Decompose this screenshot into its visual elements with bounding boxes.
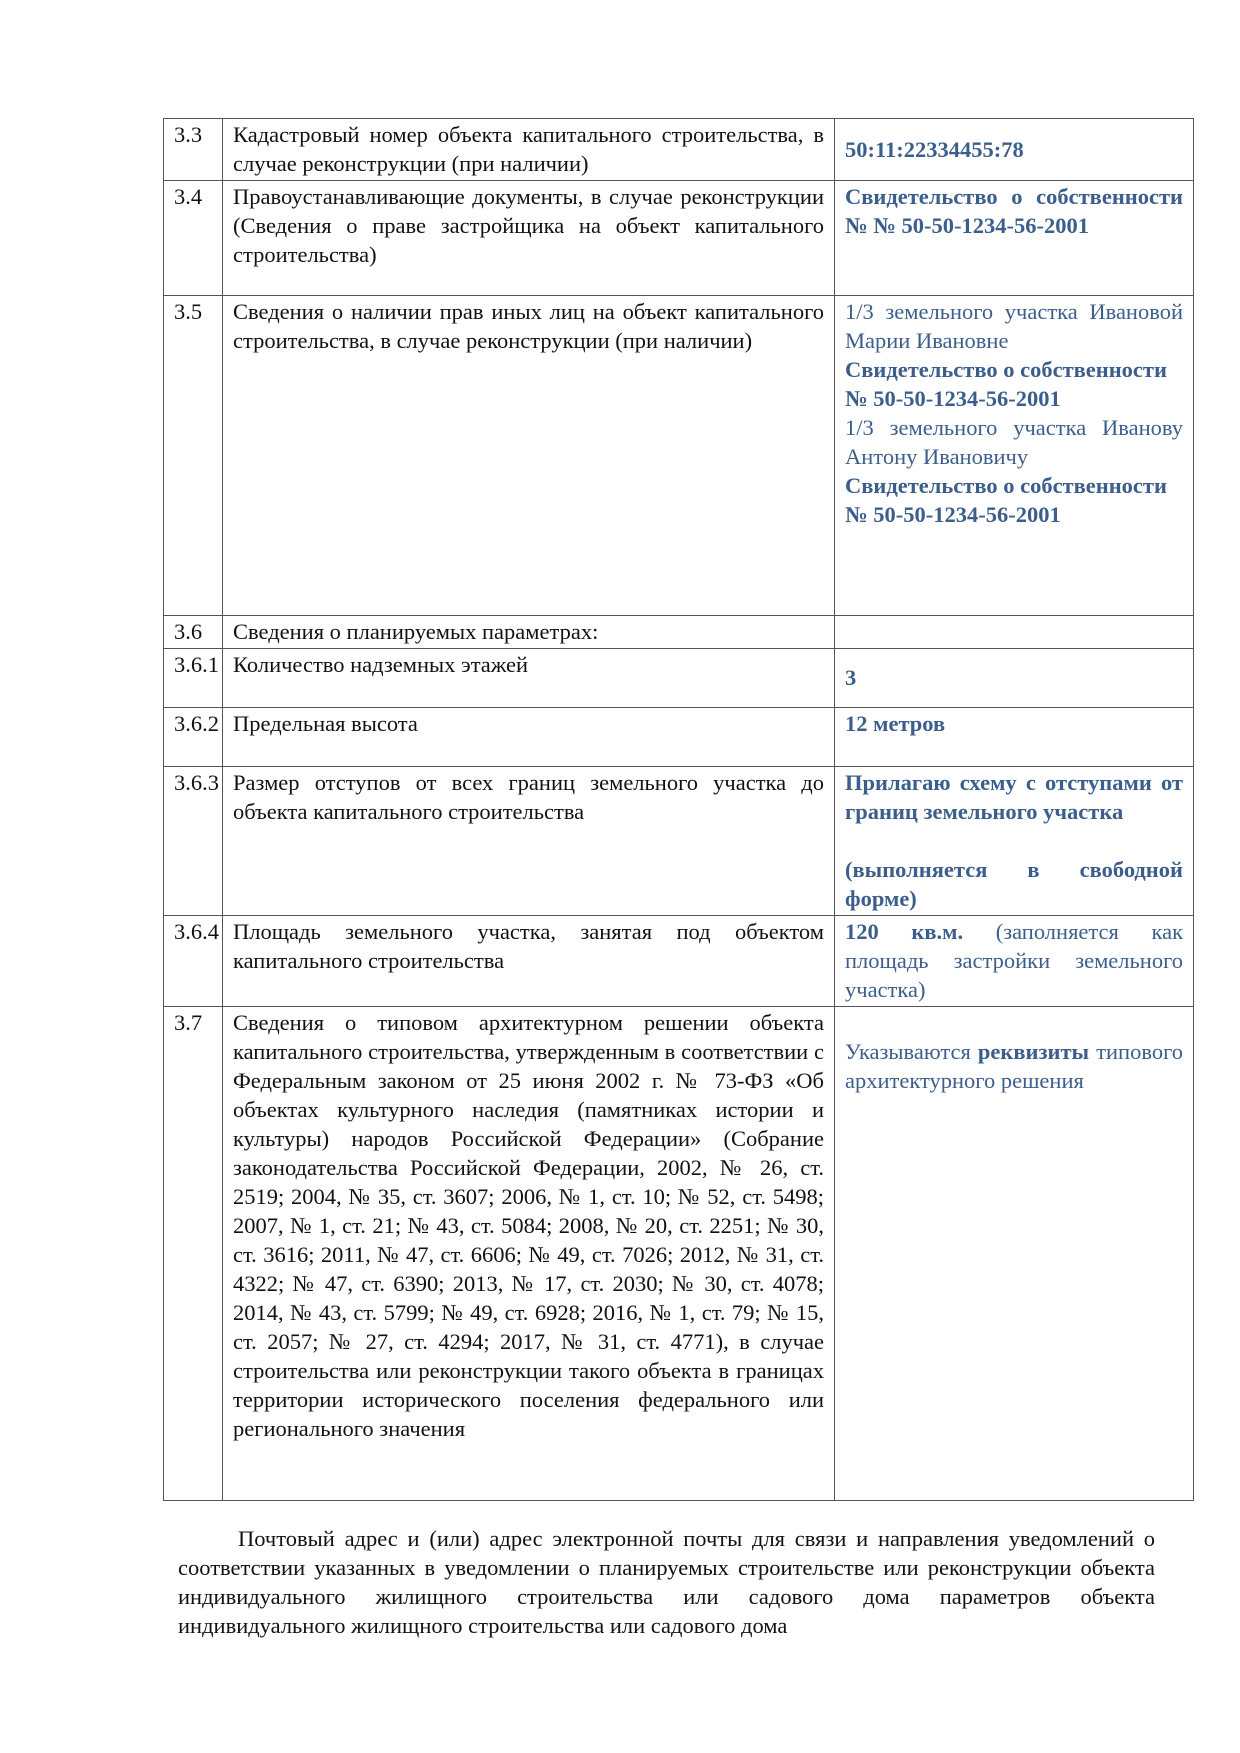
row-label: Правоустанавливающие документы, в случае реконструкции (Сведения о праве застройщика на объект капитального строительства) [223,181,835,296]
row-number: 3.6.3 [164,767,223,916]
arch-prefix: Указываются [845,1039,971,1064]
table-row [164,1007,1194,1501]
row-number: 3.3 [164,119,223,181]
architectural-solution-value [835,1007,1194,1501]
max-height: 12 метров [845,711,946,736]
row-label: Предельная высота [223,708,835,767]
cadastral-number: 50:11:22334455:78 [845,136,1024,162]
cadastral-number-value [835,119,1194,181]
row-label: Площадь земельного участка, занятая под объектом капитального строительства [223,916,835,1007]
built-area-note: (заполняется как площадь застройки земельного участка) [845,919,1183,1002]
setbacks-free-form-note: (выполняется в свободной форме) [845,857,1183,911]
floors-count: 3 [845,665,857,690]
row-label: Сведения о планируемых параметрах: [223,616,835,649]
ownership-certificate: Свидетельство о собственности № № 50-50-1234-56-2001 [845,184,1183,238]
owner2-share: 1/3 земельного участка Иванову Антону Ивановичу [845,415,1183,469]
table-row [164,181,1194,296]
owner1-certificate: Свидетельство о собственности [845,357,1167,382]
arch-requisites: реквизиты [977,1039,1090,1064]
spacer [845,826,1183,855]
built-area: 120 кв.м. [845,919,964,944]
table-row [164,649,1194,708]
table-row [164,296,1194,616]
row-number: 3.6 [164,616,223,649]
row-number: 3.6.4 [164,916,223,1007]
owner1-share: 1/3 земельного участка Ивановой Марии Ивановне [845,299,1183,353]
table-row [164,767,1194,916]
row-number: 3.7 [164,1007,223,1501]
owner2-certificate-number: № 50-50-1234-56-2001 [845,502,1061,527]
row-number: 3.6.2 [164,708,223,767]
row-label: Размер отступов от всех границ земельного участка до объекта капитального строительства [223,767,835,916]
max-height-value [835,708,1194,767]
table-row [164,916,1194,1007]
owner2-certificate: Свидетельство о собственности [845,473,1167,498]
table-row [164,708,1194,767]
setbacks-scheme-note: Прилагаю схему с отступами от границ земельного участка [845,770,1183,824]
contact-address-paragraph: Почтовый адрес и (или) адрес электронной почты для связи и направления уведомлений о соответствии указанных в уведомлении о планируемых строительстве или реконструкции объекта индивидуального жилищного строительства или садового дома параметров объекта индивидуального жилищного строительства или садового дома [178,1526,1155,1638]
row-number: 3.5 [164,296,223,616]
table-row [164,616,1194,649]
other-rights-value [835,296,1194,616]
floors-value [835,649,1194,708]
row-number: 3.4 [164,181,223,296]
arch-suffix: типового архитектурного решения [845,1039,1183,1093]
row-label: Сведения о наличии прав иных лиц на объект капитального строительства, в случае реконструкции (при наличии) [223,296,835,616]
row-label: Кадастровый номер объекта капитального строительства, в случае реконструкции (при наличии) [223,119,835,181]
setbacks-value [835,767,1194,916]
planned-params-value [835,616,1194,649]
built-area-value [835,916,1194,1007]
notification-form-table [163,118,1194,1501]
row-number: 3.6.1 [164,649,223,708]
table-row [164,119,1194,181]
row-label: Количество надземных этажей [223,649,835,708]
row-label: Сведения о типовом архитектурном решении объекта капитального строительства, утвержденным в соответствии с Федеральным законом от 25 июня 2002 г. № 73-ФЗ «Об объектах культурного наследия (памятниках истории и культуры) народов Российской Федерации» (Собрание законодательства Российской Федерации, 2002, № 26, ст. 2519; 2004, № 35, ст. 3607; 2006, № 1, ст. 10; № 52, ст. 5498; 2007, № 1, ст. 21; № 43, ст. 5084; 2008, № 20, ст. 2251; № 30, ст. 3616; 2011, № 47, ст. 6606; № 49, ст. 7026; 2012, № 31, ст. 4322; № 47, ст. 6390; 2013, № 17, ст. 2030; № 30, ст. 4078; 2014, № 43, ст. 5799; № 49, ст. 6928; 2016, № 1, ст. 79; № 15, ст. 2057; № 27, ст. 4294; 2017, № 31, ст. 4771), в случае строительства или реконструкции такого объекта в границах территории исторического поселения федерального или регионального значения [223,1007,835,1501]
title-documents-value [835,181,1194,296]
owner1-certificate-number: № 50-50-1234-56-2001 [845,386,1061,411]
